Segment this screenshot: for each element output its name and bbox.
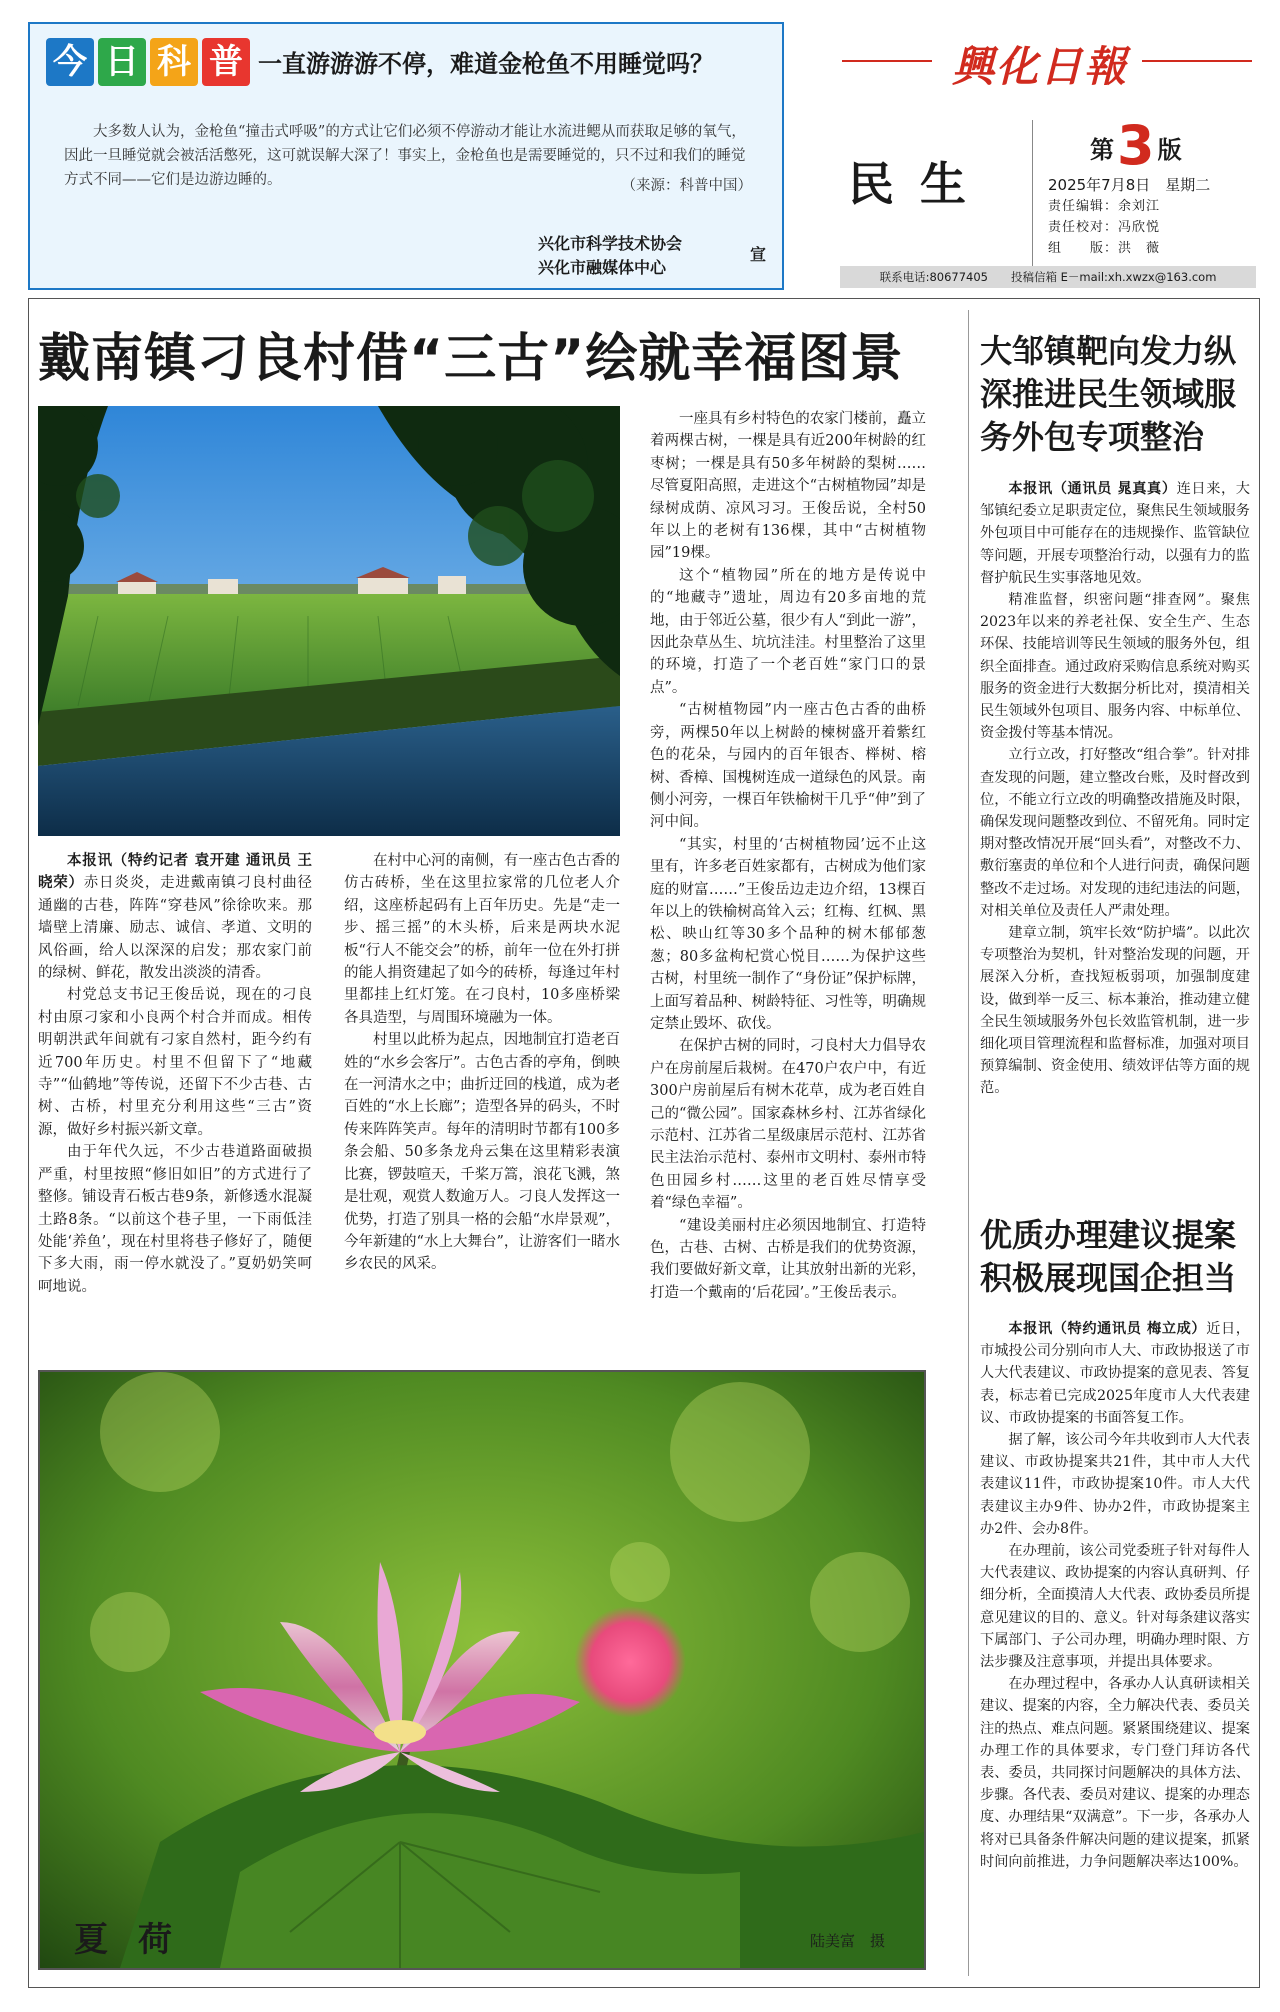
paragraph: 一座具有乡村特色的农家门楼前，矗立着两棵古树，一棵是具有近200年树龄的红枣树；一棵是具有50多年树龄的梨树……尽管夏阳高照，走进这个“古树植物园”却是绿树成荫、凉风习习。王俊岳说，全村50年以上的老树有136棵，其中“古树植物园”19棵。: [650, 411, 926, 562]
byline: 本报讯（特约通讯员 梅立成）: [1008, 1321, 1207, 1337]
lead-article-column-a: [38, 850, 312, 1298]
paragraph-text: 近日，市城投公司分别向市人大、市政协报送了市人大代表建议、市政协提案的意见表、答复表，标志着已完成2025年度市人大代表建议、市政协提案的书面答复工作。: [980, 1321, 1250, 1426]
science-badge: [46, 38, 254, 86]
paragraph: “古树植物园”内一座古色古香的曲桥旁，两棵50年以上树龄的楝树盛开着紫红色的花朵，与园内的百年银杏、榉树、榕树、香樟、国槐树连成一道绿色的风景。南侧小河旁，一棵百年铁榆树干几乎“伸”到了河中间。: [650, 702, 926, 831]
issuer-line: 兴化市融媒体中心: [538, 258, 667, 277]
lead-byline: 本报讯（特约记者 袁开建 通讯员 王晓荣）: [38, 853, 312, 892]
section-name: 民生: [848, 157, 992, 211]
right-article-2-title: 优质办理建议提案积极展现国企担当: [980, 1216, 1237, 1297]
lead-paragraph: [980, 1318, 1250, 1429]
paragraph: 在办理前，该公司党委班子针对每件人大代表建议、政协提案的内容认真研判、仔细分析，全面摸清人大代表、政协委员所提意见建议的目的、意义。针对每条建议落实下属部门、子公司办理，明确办理时限、方法步骤及注意事项，并提出具体要求。: [980, 1543, 1250, 1671]
staff-list: [1048, 196, 1160, 259]
photo-caption: 夏荷: [74, 1920, 202, 1960]
paragraph: 村党总支书记王俊岳说，现在的刁良村由原刁家和小良两个村合并而成。相传明朝洪武年间就有刁家自然村，距今约有近700年历史。村里不但留下了“地藏寺”“仙鹤地”等传说，还留下不少古巷、古树、古桥，村里充分利用这些“三古”资源，做好乡村振兴新文章。: [38, 987, 312, 1138]
lead-paragraph: [980, 478, 1250, 589]
right-article-1-body: [980, 478, 1250, 1100]
photo-credit: 陆美富 摄: [810, 1932, 886, 1950]
paragraph: “其实，村里的‘古树植物园’远不止这里有，许多老百姓家都有，古树成为他们家庭的财富……”王俊岳边走边介绍，13棵百年以上的铁榆树高耸入云；红梅、红枫、黑松、映山红等30多个品种的树木郁郁葱葱；80多盆枸杞赏心悦目……为保护这些古树，村里统一制作了“身份证”保护标牌，上面写着品种、树龄特征、习性等，明确规定禁止毁坏、砍伐。: [650, 836, 926, 1032]
lead-article-column-b: [344, 850, 620, 1276]
masthead-divider: [1032, 120, 1033, 266]
lead-article-column-c: [650, 408, 926, 1304]
paragraph: 在办理过程中，各承办人认真研读相关建议、提案的内容，全力解决代表、委员关注的热点、难点问题。紧紧围绕建议、提案办理工作的具体要求，专门登门拜访各代表、委员，共同探讨问题解决的具体方法、步骤。各代表、委员对建议、提案的办理态度、办理结果“双满意”。下一步，各承办人将对已具备条件解决问题的建议提案，抓紧时间向前推进，力争问题解决率达100%。: [980, 1676, 1250, 1870]
science-xuan: 宣: [750, 245, 767, 264]
byline: 本报讯（通讯员 晁真真）: [1008, 481, 1177, 497]
lead-paragraph: [38, 850, 312, 984]
staff-layout: 组 版：洪 薇: [1048, 241, 1161, 256]
rice-field-photo: [38, 406, 620, 836]
lotus-photo: [38, 1370, 926, 1970]
paragraph-text: 赤日炎炎，走进戴南镇刁良村曲径通幽的古巷，阵阵“穿巷风”徐徐吹来。那墙壁上清廉、励志、诚信、孝道、文明的风俗画，给人以深深的启发；那农家门前的绿树、鲜花，散发出淡淡的清香。: [38, 875, 313, 982]
masthead-rule: [842, 60, 932, 62]
lotus-image: [40, 1372, 924, 1968]
right-article-1-title: 大邹镇靶向发力纵深推进民生领域服务外包专项整治: [980, 332, 1237, 456]
science-headline: 一直游游游不停，难道金枪鱼不用睡觉吗？: [258, 50, 714, 78]
paragraph: 建章立制，筑牢长效“防护墙”。以此次专项整治为契机，针对整治发现的问题，开展深入分析，查找短板弱项，加强制度建设，做到举一反三、标本兼治，推动建立健全民生领域服务外包长效监管机制，进一步细化项目管理流程和监督标准，加强对项目预算编制、资金使用、绩效评估等方面的规范。: [980, 925, 1250, 1097]
newspaper-logo: 興化日報: [951, 42, 1128, 91]
paragraph: 在保护古树的同时，刁良村大力倡导农户在房前屋后栽树。在470户农户中，有近300户房前屋后有树木花草，成为老百姓自己的“微公园”。国家森林乡村、江苏省绿化示范村、江苏省二星级康居示范村、江苏省民主法治示范村、泰州市文明村、泰州市特色田园乡村……这里的老百姓尽情享受着“绿色幸福”。: [650, 1038, 926, 1212]
badge-tile: 普: [202, 38, 250, 86]
badge-tile: 日: [98, 38, 146, 86]
paragraph: 由于年代久远，不少古巷道路面破损严重，村里按照“修旧如旧”的方式进行了整修。铺设青石板古巷9条，新修透水混凝土路8条。“以前这个巷子里，一下雨低洼处能‘养鱼’，现在村里将巷子修好了，随便下多大雨，雨一停水就没了。”夏奶奶笑呵呵地说。: [38, 1144, 312, 1295]
page-suffix: 版: [1157, 136, 1182, 164]
page-number-value: 3: [1117, 114, 1155, 177]
issue-date: 2025年7月8日 星期二: [1048, 176, 1211, 194]
science-body: 大多数人认为，金枪鱼“撞击式呼吸”的方式让它们必须不停游动才能让水流进鳃从而获取足够的氧气，因此一旦睡觉就会被活活憋死，这可就误解大深了！事实上，金枪鱼也是需要睡觉的，只不过和我们的睡觉方式不同——它们是边游边睡的。: [64, 124, 746, 188]
issuer-line: 兴化市科学技术协会: [538, 234, 683, 253]
paragraph: 据了解，该公司今年共收到市人大代表建议、市政协提案共21件，其中市人大代表建议11件，市政协提案10件。市人大代表建议主办9件、协办2件，市政协提案主办2件、会办8件。: [980, 1432, 1250, 1537]
right-article-2-body: [980, 1318, 1250, 1873]
badge-tile: 科: [150, 38, 198, 86]
paragraph: “建设美丽村庄必须因地制宜、打造特色，古巷、古树、古桥是我们的优势资源，我们要做好新文章，让其放射出新的光彩，打造一个戴南的‘后花园’。”王俊岳表示。: [650, 1217, 926, 1301]
paragraph: 这个“植物园”所在的地方是传说中的“地藏寺”遗址，周边有20多亩地的荒地，由于邻近公墓，很少有人“到此一游”，因此杂草丛生、坑坑洼洼。村里整治了这里的环境，打造了一个老百姓“家门口的景点”。: [650, 567, 926, 696]
science-issuer: [538, 232, 682, 280]
page-prefix: 第: [1090, 136, 1114, 164]
masthead-rule: [1142, 60, 1252, 62]
lead-article-title: 戴南镇刁良村借“三古”绘就幸福图景: [38, 329, 904, 389]
science-source: （来源：科普中国）: [621, 178, 752, 194]
page-number: [1090, 114, 1182, 177]
paragraph-text: 连日来，大邹镇纪委立足职责定位，聚焦民生领域服务外包项目中可能存在的违规操作、监管缺位等问题，开展专项整治行动，以强有力的监督护航民生实事落地见效。: [980, 481, 1250, 586]
paragraph: 精准监督，织密问题“排查网”。聚焦2023年以来的养老社保、安全生产、生态环保、技能培训等民生领域的服务外包，组织全面排查。通过政府采购信息系统对购买服务的资金进行大数据分析比对，摸清相关民生领域外包项目、服务内容、中标单位、资金拨付等基本情况。: [980, 592, 1250, 742]
paragraph: 村里以此桥为起点，因地制宜打造老百姓的“水乡会客厅”。古色古香的亭角，倒映在一河清水之中；曲折迂回的栈道，成为老百姓的“水上长廊”；造型各异的码头，不时传来阵阵笑声。每年的清明时节都有100多条会船、50多条龙舟云集在这里精彩表演比赛，锣鼓喧天，千桨万篙，浪花飞溅，煞是壮观，观赏人数逾万人。刁良人发挥这一优势，打造了别具一格的会船“水岸景观”，今年新建的“水上大舞台”，让游客们一睹水乡农民的风采。: [344, 1032, 620, 1273]
staff-proofreader: 责任校对：冯欣悦: [1048, 220, 1161, 235]
column-separator: [968, 310, 969, 1976]
science-box: [28, 22, 784, 290]
rice-field-image: [38, 406, 620, 836]
paragraph: 在村中心河的南侧，有一座古色古香的仿古砖桥，坐在这里拉家常的几位老人介绍，这座桥起码有上百年历史。先是“走一步、摇三摇”的木头桥，后来是两块水泥板“行人不能交会”的桥，前年一位在外打拼的能人捐资建起了如今的砖桥，每逢过年村里都挂上红灯笼。在刁良村，10多座桥梁各具造型，与周围环境融为一体。: [344, 853, 620, 1026]
staff-editor: 责任编辑：余刘江: [1048, 199, 1161, 214]
contact-bar: 联系电话:80677405 投稿信箱 E－mail:xh.xwzx@163.com: [840, 266, 1256, 288]
paragraph: 立行立改，打好整改“组合拳”。针对排查发现的问题，建立整改台账，及时督改到位，不能立行立改的明确整改措施及时限，确保发现问题整改到位、不留死角。同时定期对整改情况开展“回头看”，对整改不力、敷衍塞责的单位和个人进行问责，确保问题整改不走过场。对发现的违纪违法的问题，对相关单位及责任人严肃处理。: [980, 747, 1250, 919]
badge-tile: 今: [46, 38, 94, 86]
